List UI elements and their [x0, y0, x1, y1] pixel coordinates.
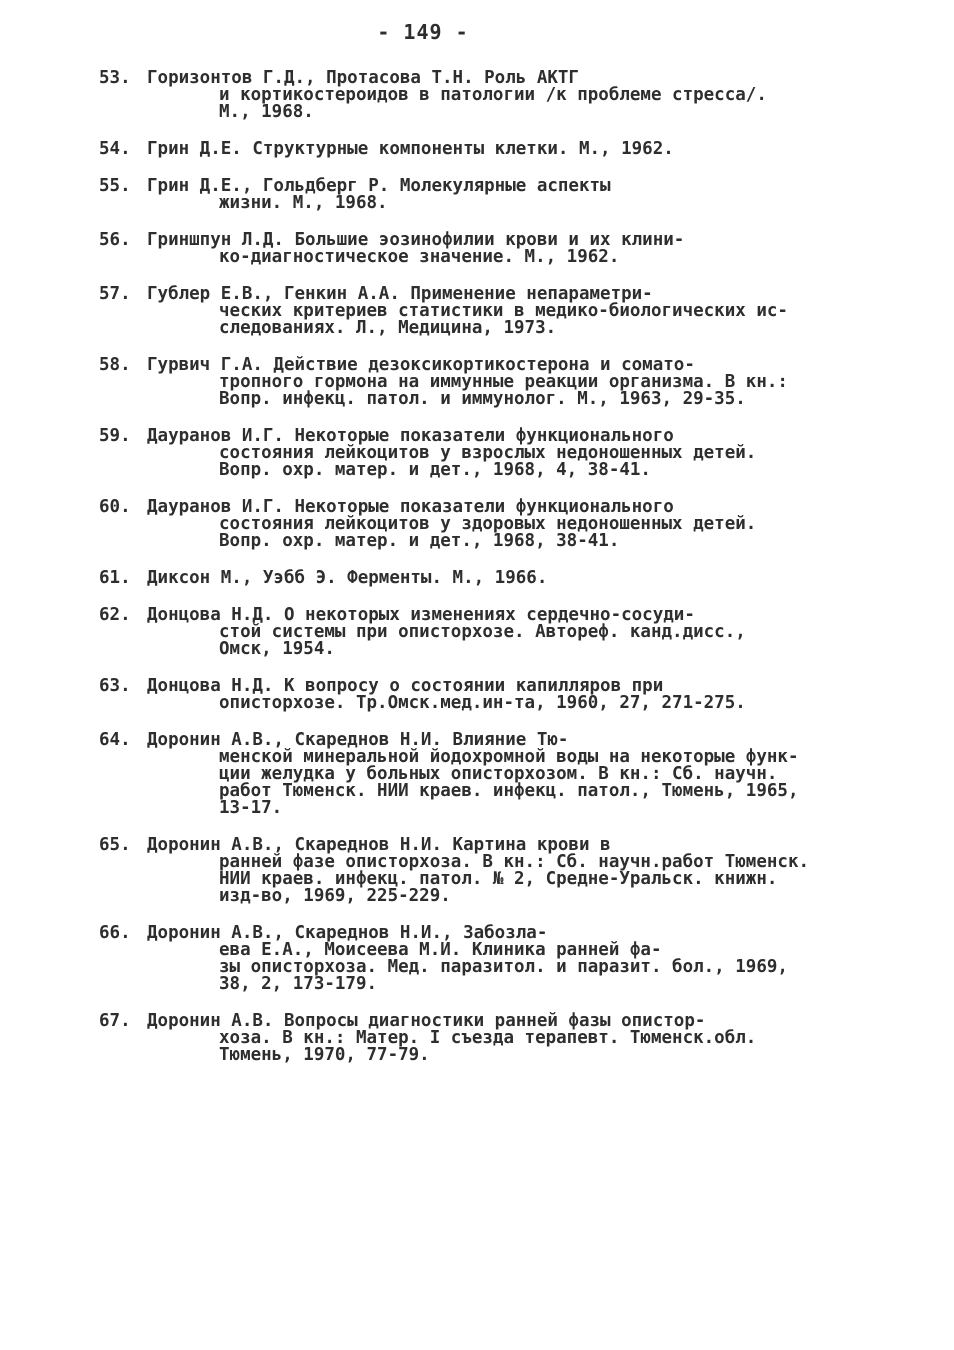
bibliography-entry-53 — [99, 70, 889, 121]
entry-line: стой системы при описторхозе. Автореф. канд.дисс., — [219, 622, 746, 642]
entry-line: Донцова Н.Д. К вопросу о состоянии капилляров при — [147, 676, 664, 696]
entry-line: Вопр. охр. матер. и дет., 1968, 4, 38-41. — [219, 460, 651, 480]
entry-line: Вопр. охр. матер. и дет., 1968, 38-41. — [219, 531, 620, 551]
entry-line: Тюмень, 1970, 77-79. — [219, 1045, 430, 1065]
entry-number: 62. — [99, 605, 131, 625]
entry-number: 54. — [99, 139, 131, 159]
entry-line: ева Е.А., Моисеева М.И. Клиника ранней фа- — [219, 940, 662, 960]
bibliography-entry-60 — [99, 499, 889, 550]
bibliography-entry-65 — [99, 837, 889, 905]
page-number: - 149 - — [377, 20, 469, 44]
bibliography-entry-61 — [99, 570, 889, 587]
entry-line: Дауранов И.Г. Некоторые показатели функционального — [147, 426, 674, 446]
bibliography-entry-67 — [99, 1013, 889, 1064]
entry-line: Гриншпун Л.Д. Большие эозинофилии крови и их клини- — [147, 230, 685, 250]
entry-line: работ Тюменск. НИИ краев. инфекц. патол., Тюмень, 1965, — [219, 781, 799, 801]
entry-line: зы описторхоза. Мед. паразитол. и паразит. бол., 1969, — [219, 957, 788, 977]
entry-number: 61. — [99, 568, 131, 588]
entry-number: 56. — [99, 230, 131, 250]
bibliography-entry-62 — [99, 607, 889, 658]
entry-line: Доронин А.В., Скареднов Н.И. Картина крови в — [147, 835, 611, 855]
entry-line: Вопр. инфекц. патол. и иммунолог. М., 1963, 29-35. — [219, 389, 746, 409]
entry-line: описторхозе. Тр.Омск.мед.ин-та, 1960, 27, 271-275. — [219, 693, 746, 713]
entry-line: М., 1968. — [219, 102, 314, 122]
entry-line: Доронин А.В., Скареднов Н.И., Забозла- — [147, 923, 548, 943]
bibliography-entry-57 — [99, 286, 889, 337]
entry-line: хоза. В кн.: Матер. I съезда терапевт. Тюменск.обл. — [219, 1028, 757, 1048]
entry-line: Омск, 1954. — [219, 639, 335, 659]
entry-line: Донцова Н.Д. О некоторых изменениях сердечно-сосуди- — [147, 605, 695, 625]
entry-line: Горизонтов Г.Д., Протасова Т.Н. Роль АКТГ — [147, 68, 579, 88]
bibliography-entry-54 — [99, 141, 889, 158]
bibliography-entry-59 — [99, 428, 889, 479]
entry-line: Грин Д.Е. Структурные компоненты клетки. М., 1962. — [147, 139, 674, 159]
entry-number: 66. — [99, 923, 131, 943]
entry-number: 58. — [99, 355, 131, 375]
bibliography-entry-66 — [99, 925, 889, 993]
entry-line: ческих критериев статистики в медико-биологических ис- — [219, 301, 788, 321]
entry-number: 63. — [99, 676, 131, 696]
entry-line: НИИ краев. инфекц. патол. № 2, Средне-Уральск. книжн. — [219, 869, 778, 889]
entry-number: 60. — [99, 497, 131, 517]
entry-number: 67. — [99, 1011, 131, 1031]
entry-number: 59. — [99, 426, 131, 446]
entry-line: менской минеральной йодохромной воды на некоторые функ- — [219, 747, 799, 767]
entry-line: жизни. М., 1968. — [219, 193, 388, 213]
entry-number: 64. — [99, 730, 131, 750]
bibliography-entry-58 — [99, 357, 889, 408]
entry-line: Доронин А.В. Вопросы диагностики ранней фазы опистор- — [147, 1011, 706, 1031]
entry-line: Диксон М., Уэбб Э. Ферменты. М., 1966. — [147, 568, 548, 588]
entry-line: и кортикостероидов в патологии /к проблеме стресса/. — [219, 85, 767, 105]
entry-number: 57. — [99, 284, 131, 304]
entry-line: 13-17. — [219, 798, 283, 818]
entry-line: Дауранов И.Г. Некоторые показатели функционального — [147, 497, 674, 517]
entry-line: ранней фазе описторхоза. В кн.: Сб. научн.работ Тюменск. — [219, 852, 810, 872]
entry-line: Доронин А.В., Скареднов Н.И. Влияние Тю- — [147, 730, 569, 750]
entry-number: 55. — [99, 176, 131, 196]
entry-line: Грин Д.Е., Гольдберг Р. Молекулярные аспекты — [147, 176, 611, 196]
entry-line: Гублер Е.В., Генкин А.А. Применение непараметри- — [147, 284, 653, 304]
entry-number: 65. — [99, 835, 131, 855]
entry-line: Гурвич Г.А. Действие дезоксикортикостерона и сомато- — [147, 355, 695, 375]
entry-line: следованиях. Л., Медицина, 1973. — [219, 318, 557, 338]
entry-line: тропного гормона на иммунные реакции организма. В кн.: — [219, 372, 788, 392]
bibliography-entry-56 — [99, 232, 889, 266]
bibliography-list — [99, 70, 889, 1084]
bibliography-entry-55 — [99, 178, 889, 212]
entry-number: 53. — [99, 68, 131, 88]
entry-line: состояния лейкоцитов у взрослых недоношенных детей. — [219, 443, 757, 463]
bibliography-entry-64 — [99, 732, 889, 817]
entry-line: состояния лейкоцитов у здоровых недоношенных детей. — [219, 514, 757, 534]
entry-line: ко-диагностическое значение. М., 1962. — [219, 247, 620, 267]
entry-line: 38, 2, 173-179. — [219, 974, 378, 994]
entry-line: ции желудка у больных описторхозом. В кн.: Сб. научн. — [219, 764, 778, 784]
bibliography-entry-63 — [99, 678, 889, 712]
entry-line: изд-во, 1969, 225-229. — [219, 886, 451, 906]
